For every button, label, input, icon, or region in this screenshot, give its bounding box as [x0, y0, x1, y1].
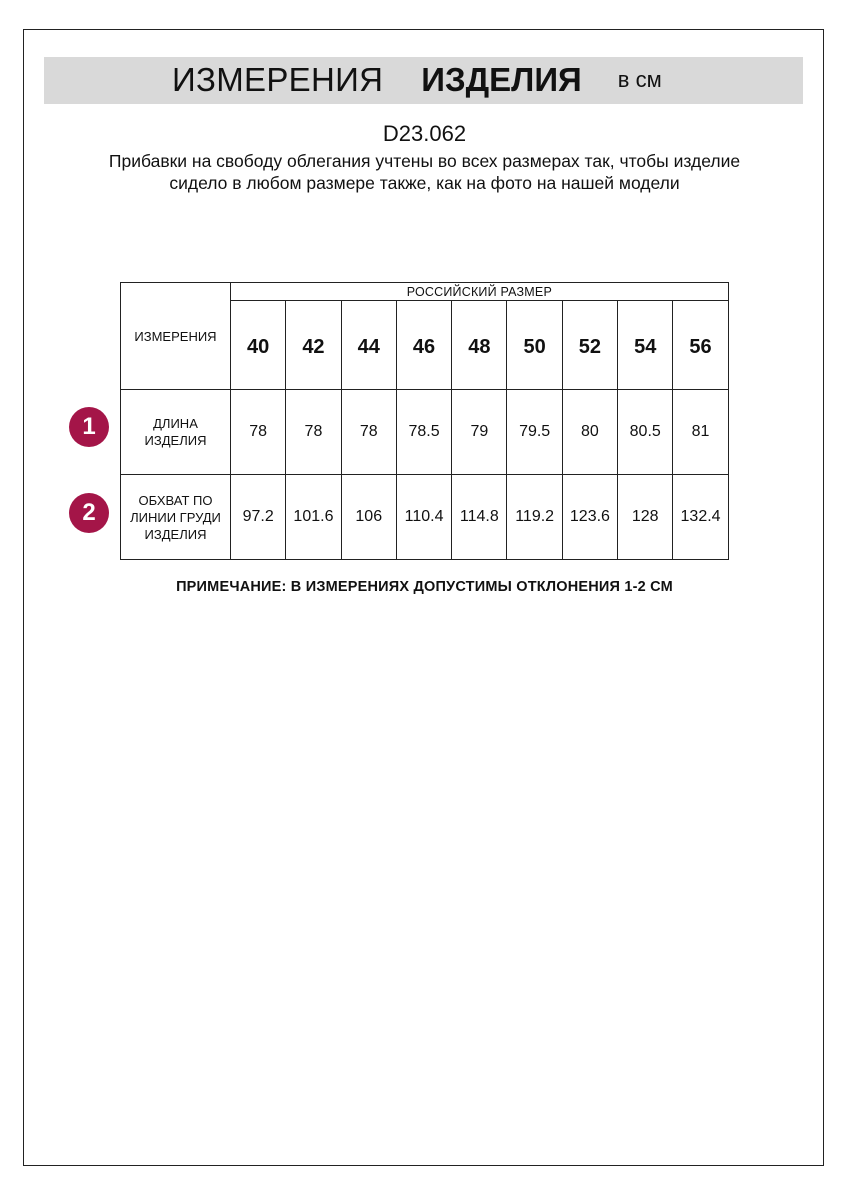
- size-header: 40: [231, 301, 286, 390]
- table-cell: 78: [341, 390, 396, 475]
- size-header: 44: [341, 301, 396, 390]
- size-header: 56: [673, 301, 728, 390]
- size-table: [120, 282, 729, 560]
- table-cell: 79.5: [507, 390, 562, 475]
- table-cell: 110.4: [396, 475, 451, 560]
- measurements-header: ИЗМЕРЕНИЯ: [121, 283, 231, 390]
- fit-description: Прибавки на свободу облегания учтены во всех размерах так, чтобы изделие сидело в любом размере также, как на фото на нашей модели: [108, 151, 741, 193]
- size-header: 46: [396, 301, 451, 390]
- row-label-length: ДЛИНА ИЗДЕЛИЯ: [121, 390, 231, 475]
- page-title: [172, 58, 662, 102]
- row-badge-1: 1: [69, 407, 109, 447]
- table-cell: 106: [341, 475, 396, 560]
- table-cell: 101.6: [286, 475, 341, 560]
- table-cell: 81: [673, 390, 728, 475]
- table-row: [121, 475, 729, 560]
- size-header: 52: [562, 301, 617, 390]
- table-cell: 78: [231, 390, 286, 475]
- title-measurements: ИЗМЕРЕНИЯ: [172, 61, 384, 98]
- table-cell: 78: [286, 390, 341, 475]
- page-frame: [23, 29, 824, 1166]
- article-code: D23.062: [382, 121, 467, 146]
- table-cell: 78.5: [396, 390, 451, 475]
- size-header: 48: [452, 301, 507, 390]
- table-cell: 119.2: [507, 475, 562, 560]
- row-badge-2: 2: [69, 493, 109, 533]
- tolerance-note: ПРИМЕЧАНИЕ: В ИЗМЕРЕНИЯХ ДОПУСТИМЫ ОТКЛОНЕНИЯ 1-2 СМ: [176, 579, 673, 595]
- table-cell: 80: [562, 390, 617, 475]
- title-unit: в см: [617, 67, 662, 92]
- title-product: ИЗДЕЛИЯ: [421, 61, 582, 98]
- table-cell: 79: [452, 390, 507, 475]
- table-cell: 97.2: [231, 475, 286, 560]
- size-header: 54: [618, 301, 673, 390]
- table-row: [121, 390, 729, 475]
- size-header: 42: [286, 301, 341, 390]
- table-cell: 80.5: [618, 390, 673, 475]
- size-group-header: РОССИЙСКИЙ РАЗМЕР: [231, 283, 729, 301]
- table-cell: 132.4: [673, 475, 728, 560]
- row-label-chest: ОБХВАТ ПО ЛИНИИ ГРУДИ ИЗДЕЛИЯ: [121, 475, 231, 560]
- size-header: 50: [507, 301, 562, 390]
- table-cell: 123.6: [562, 475, 617, 560]
- table-cell: 114.8: [452, 475, 507, 560]
- table-cell: 128: [618, 475, 673, 560]
